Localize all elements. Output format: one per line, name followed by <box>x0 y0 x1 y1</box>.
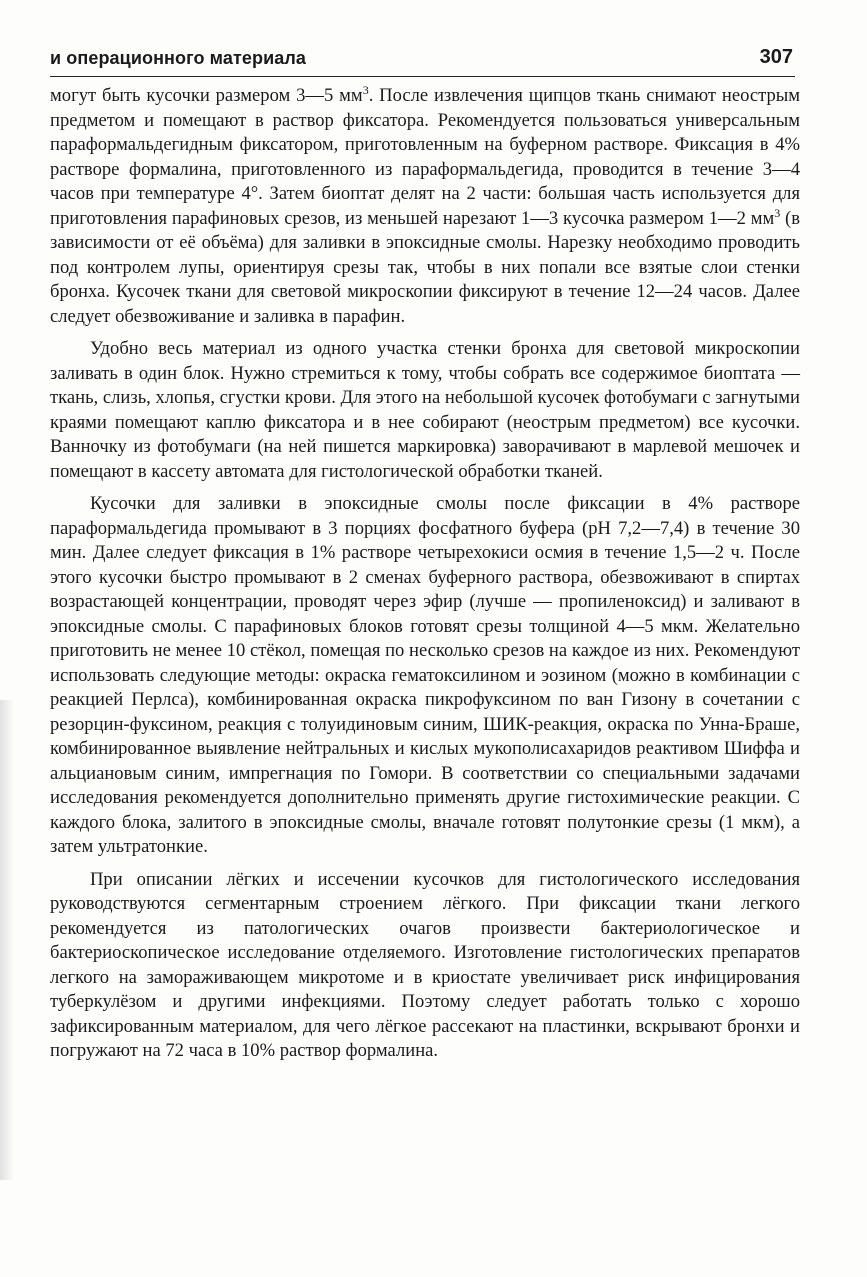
paragraph-1-part-a: могут быть кусочки размером 3—5 мм <box>50 85 363 106</box>
paragraph-1 <box>50 84 800 329</box>
superscript-cube: 3 <box>774 205 781 220</box>
running-header-title: и операционного материала <box>50 48 307 68</box>
paragraph-3: Кусочки для заливки в эпоксидные смолы после фиксации в 4% растворе параформальдегида промывают в 3 порциях фосфатного буфера (pH 7,2—7,4) в течение 30 мин. Далее следует фиксация в 1% растворе четырехокиси осмия в течение 1,5—2 ч. После этого кусочки быстро промывают в 2 сменах буферного раствора, обезвоживают в спиртах возрастающей концентрации, проводят через эфир (лучше — пропиленоксид) и заливают в эпоксидные смолы. С парафиновых блоков готовят срезы толщиной 4—5 мкм. Желательно приготовить не менее 10 стёкол, помещая по несколько срезов на каждое из них. Рекомендуют использовать следующие методы: окраска гематоксилином и эозином (можно в комбинации с реакцией Перлса), комбинированная окраска пикрофуксином по ван Гизону в сочетании с резорцин-фуксином, реакция с толуидиновым синим, ШИК-реакция, окраска по Унна-Браше, комбинированное выявление нейтральных и кислых мукополисахаридов реактивом Шиффа и альциановым синим, импрегнация по Гомори. В соответствии со специальными задачами исследования рекомендуется дополнительно применять другие гистохимические реакции. С каждого блока, залитого в эпоксидные смолы, вначале готовят полутонкие срезы (1 мкм), а затем ультратонкие. <box>50 493 800 857</box>
paragraph-1-part-c: (в зависимости от её объёма) для заливки в эпоксидные смолы. Нарезку необходимо проводить под контролем лупы, ориентируя срезы так, чтобы в них попали все взятые слои стенки бронха. Кусочек ткани для световой микроскопии фиксируют в течение 12—24 часов. Далее следует обезвоживание и заливка в парафин. <box>50 207 800 327</box>
paragraph-4: При описании лёгких и иссечении кусочков для гистологического исследования руководствуются сегментарным строением лёгкого. При фиксации ткани легкого рекомендуется из патологических очагов произвести бактериологическое и бактериоскопическое исследование отделяемого. Изготовление гистологических препаратов легкого на замораживающем микротоме и в криостате увеличивает риск инфицирования туберкулёзом и другими инфекциями. Поэтому следует работать только с хорошо зафиксированным материалом, для чего лёгкое рассекают на пластинки, вскрывают бронхи и погружают на 72 часа в 10% раствор формалина. <box>50 868 800 1061</box>
paragraph-2: Удобно весь материал из одного участка стенки бронха для световой микроскопии заливать в один блок. Нужно стремиться к тому, чтобы собрать все содержимое биоптата — ткань, слизь, хлопья, сгустки крови. Для этого на небольшой кусочек фотобумаги с загнутыми краями помещают каплю фиксатора и в нее собирают (неострым предметом) все кусочки. Ванночку из фотобумаги (на ней пишется маркировка) заворачивают в марлевой мешочек и помещают в кассету автомата для гистологической обработки тканей. <box>50 338 800 482</box>
superscript-cube: 3 <box>362 82 369 97</box>
paragraph-1-part-b: . После извлечения щипцов ткань снимают неострым предметом и помещают в раствор фиксатора. Рекомендуется пользоваться универсальным параформальдегидным фиксатором, приготовленным на буферном растворе. Фиксация в 4% растворе формалина, приготовленного из параформальдегида, проводится в течение 3—4 часов при температуре 4°. Затем биоптат делят на 2 части: большая часть используется для приготовления парафиновых срезов, из меньшей нарезают 1—3 кусочка размером 1—2 мм <box>50 85 801 229</box>
page-gutter-shadow <box>0 700 14 1180</box>
body-text <box>50 84 800 1072</box>
running-header <box>50 46 795 77</box>
page-number: 307 <box>759 46 793 68</box>
